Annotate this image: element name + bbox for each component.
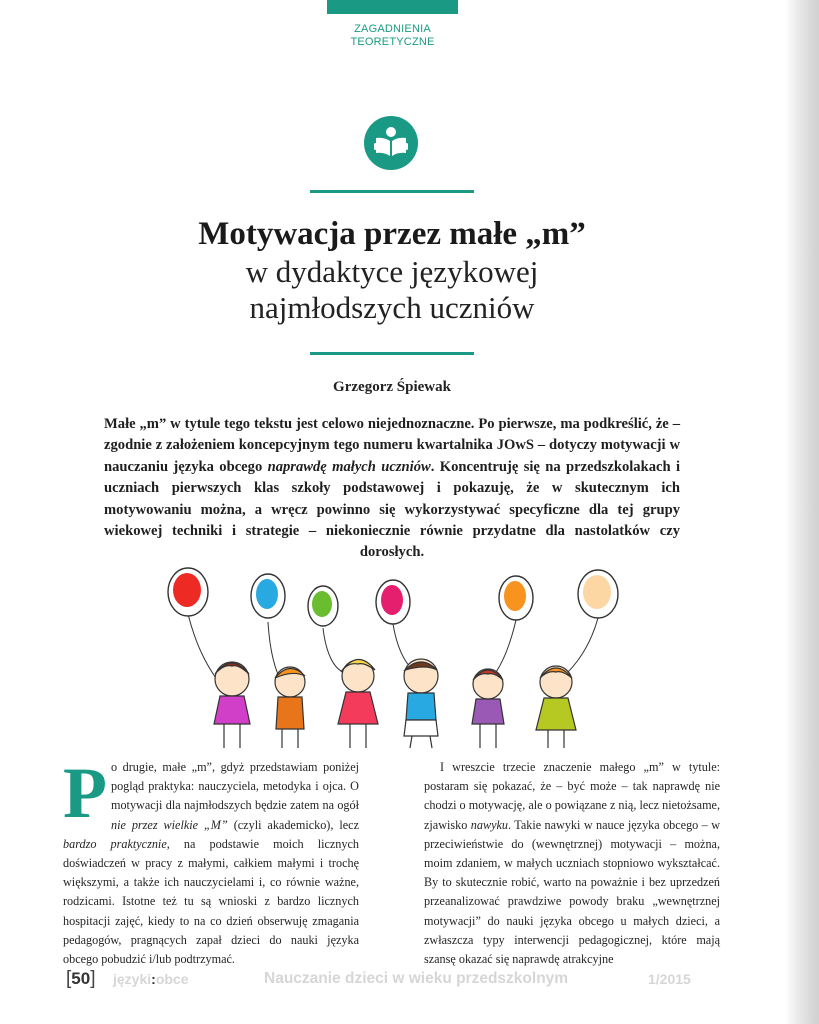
title-rule-bottom <box>310 352 474 355</box>
right-text-2: . Takie nawyki w nauce języka obcego – w przeciwieństwie do (wewnętrznej) motywacji – można, moim zdaniem, w małych uczniach stopniowo wykształcać. By to skutecznie robić, warto na poważnie i bez uprzedzeń przeanalizować prawdziwe powody braku „wewnętrznej motywacji” do nauki języka obcego u małych dzieci, a zwłaszcza typy interwencji pedagogicznej, które mają szansę okazać się naprawdę atrakcyjne <box>424 817 720 967</box>
section-label <box>327 23 458 49</box>
lead-paragraph <box>104 414 680 564</box>
left-emphasis-2: bardzo praktycznie <box>63 836 167 851</box>
page-number <box>66 968 95 990</box>
drop-cap: P <box>63 753 107 833</box>
left-text-2: (czyli akademicko), lecz <box>227 817 359 832</box>
body-column-left <box>63 753 359 969</box>
journal-name-b: obce <box>155 971 189 987</box>
page-footer <box>0 968 819 992</box>
author-name: Grzegorz Śpiewak <box>333 379 451 395</box>
lead-text-2: . Koncentruję się na przedszkolakach i uczniach pierwszych klas szkoły podstawowej i pokazuję, że w skutecznym ich motywowaniu można, a wręcz powinno się wykorzystywać specyficzne dla tej grupy wiekowej techniki i strategie – niekoniecznie równie przydatne dla nastolatków czy dorosłych. <box>104 458 680 561</box>
left-text-1: o drugie, małe „m”, gdyż przedstawiam poniżej pogląd praktyka: nauczyciela, metodyka i ojca. O motywacji dla najmłodszych będzie zatem na ogół <box>110 760 359 813</box>
title-main: Motywacja przez małe „m” <box>198 216 586 252</box>
lead-emphasis: naprawdę małych uczniów <box>267 458 431 475</box>
page-bracket-close: ] <box>90 968 96 989</box>
title-line2: w dydaktyce językowej <box>245 254 539 289</box>
title-rule-top <box>310 190 474 193</box>
lead-text-1: Małe „m” w tytule tego tekstu jest celowo niejednoznaczne. Po pierwsze, ma podkreślić, że – zgodnie z założeniem koncepcyjnym tego numeru kwartalnika JOwS – dotyczy motywacji w nauczaniu języka obcego <box>104 416 680 475</box>
journal-name <box>113 971 189 987</box>
journal-separator: : <box>151 971 156 987</box>
title-line3: najmłodszych uczniów <box>249 290 535 325</box>
page-edge-shadow <box>785 0 819 1024</box>
right-emphasis: nawyku <box>470 817 508 832</box>
journal-name-a: języki <box>113 971 152 987</box>
article-title <box>100 214 684 326</box>
body-column-right <box>424 758 720 969</box>
section-label-line2: TEORETYCZNE <box>350 36 435 48</box>
left-text-3: , na podstawie moich licznych doświadczeń w pracy z małymi, całkiem małymi i trochę większymi, a także ich nauczycielami i, co równie ważne, rodzicami. Istotne też tu są wnioski z bardzo licznych hospitacji zajęć, kiedy to na co dzień obserwuję zmagania pedagogów, pragnących zapał dzieci do nauki języka obcego pobudzić i/lub podtrzymać. <box>63 836 359 967</box>
issue-title: Nauczanie dzieci w wieku przedszkolnym <box>264 970 569 987</box>
children-with-balloons-illustration <box>158 564 628 756</box>
left-emphasis-1: nie przez wielkie „M” <box>110 817 228 832</box>
section-label-line1: ZAGADNIENIA <box>354 23 431 35</box>
page-number-value: 50 <box>71 969 91 988</box>
right-text-1: I wreszcie trzecie znaczenie małego „m” w tytule: postaram się pokazać, że – być może – tak naprawdę nie chodzi o motywację, ale o powiązane z nią, lecz nietożsame, zjawisko <box>424 760 720 832</box>
issue-number: 1/2015 <box>648 971 691 987</box>
reading-child-icon <box>364 116 418 170</box>
page-bracket-open: [ <box>66 968 72 989</box>
section-tab-bar <box>327 0 458 14</box>
